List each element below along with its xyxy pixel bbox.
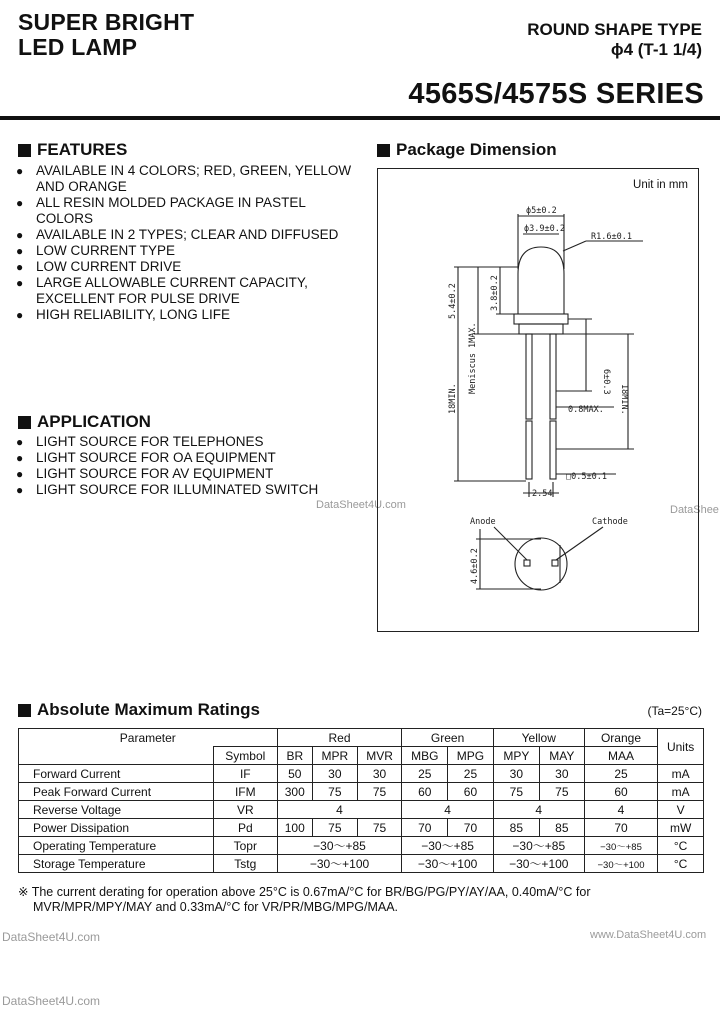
features-list — [14, 163, 354, 323]
ratings-table — [18, 728, 704, 873]
title-line-1: SUPER BRIGHT — [18, 9, 195, 35]
table-header-row — [19, 747, 704, 765]
table-row: Forward Current IF 50 30 30 25 25 30 30 25 mA — [19, 765, 704, 783]
dim-label: 3.8±0.2 — [490, 275, 500, 311]
led-bottom-view — [515, 538, 567, 590]
unit-label: Unit in mm — [633, 179, 688, 191]
dim-label: Cathode — [592, 517, 628, 527]
list-item: ● LIGHT SOURCE FOR TELEPHONES — [14, 434, 364, 450]
dim-label: 6±0.3 — [601, 369, 611, 395]
header-group-red: Red — [277, 729, 402, 747]
lead-cathode — [550, 334, 556, 419]
application-list — [14, 434, 364, 498]
dim-label: 5.4±0.2 — [448, 283, 458, 319]
list-item: ● AVAILABLE IN 4 COLORS; RED, GREEN, YELLOW AND ORANGE — [14, 163, 354, 195]
table-row: Peak Forward Current IFM 300 75 75 60 60 75 75 60 mA — [19, 783, 704, 801]
dim-label: 0.8MAX. — [568, 405, 604, 415]
watermark: DataSheet4U.com — [2, 930, 101, 944]
dim-label: ϕ3.9±0.2 — [524, 224, 565, 234]
table-row: Storage Temperature Tstg −30～+100 −30～+100 −30～+100 −30～+100 °C — [19, 855, 704, 873]
application-heading: APPLICATION — [18, 412, 151, 432]
square-bullet-icon — [18, 144, 31, 157]
lead-anode — [526, 334, 532, 419]
dim-label: ϕ5±0.2 — [526, 206, 557, 216]
list-item: ● LIGHT SOURCE FOR ILLUMINATED SWITCH — [14, 482, 364, 498]
dim-label: □0.5±0.1 — [566, 472, 607, 482]
dim-label: 18MIN. — [619, 384, 629, 415]
header-group-green: Green — [402, 729, 493, 747]
led-flange — [514, 314, 568, 324]
series-name: 4565S/4575S SERIES — [408, 78, 704, 110]
lead-anode-lower — [526, 421, 532, 479]
header-group-orange: Orange — [584, 729, 657, 747]
ratings-heading: Absolute Maximum Ratings — [18, 700, 260, 720]
header-model: MVR — [357, 747, 402, 765]
table-row: Operating Temperature Topr −30～+85 −30～+85 −30～+85 −30～+85 °C — [19, 837, 704, 855]
watermark: www.DataSheet4U.com — [590, 929, 707, 941]
dim-label: Meniscus 1MAX. — [468, 322, 478, 394]
header-divider — [0, 116, 720, 120]
header-model: BR — [277, 747, 312, 765]
package-dimension-drawing — [377, 168, 699, 632]
list-item: ● LOW CURRENT DRIVE — [14, 259, 354, 275]
led-dimension-diagram — [378, 169, 698, 631]
title-line-2: LED LAMP — [18, 34, 138, 60]
header-model: MPR — [312, 747, 357, 765]
list-item: ● LIGHT SOURCE FOR OA EQUIPMENT — [14, 450, 364, 466]
list-item: ● HIGH RELIABILITY, LONG LIFE — [14, 307, 354, 323]
square-bullet-icon — [18, 704, 31, 717]
dim-label: Anode — [470, 517, 496, 527]
header-model: MPG — [448, 747, 494, 765]
lead-cathode-lower — [550, 421, 556, 479]
product-title — [18, 10, 194, 60]
features-heading: FEATURES — [18, 140, 127, 160]
table-header-row — [19, 729, 704, 747]
dim-label: 2.54 — [532, 489, 553, 499]
dim-label: R1.6±0.1 — [591, 232, 632, 242]
ambient-temp: (Ta=25°C) — [647, 704, 702, 718]
list-item: ● ALL RESIN MOLDED PACKAGE IN PASTEL COLORS — [14, 195, 354, 227]
list-item: ● LARGE ALLOWABLE CURRENT CAPACITY, EXCELLENT FOR PULSE DRIVE — [14, 275, 354, 307]
list-item: ● LOW CURRENT TYPE — [14, 243, 354, 259]
package-heading: Package Dimension — [377, 140, 557, 160]
header-parameter: Parameter — [19, 729, 278, 747]
led-body — [519, 324, 563, 334]
header-units: Units — [658, 729, 704, 765]
list-item: ● AVAILABLE IN 2 TYPES; CLEAR AND DIFFUSED — [14, 227, 354, 243]
header-group-yellow: Yellow — [493, 729, 584, 747]
cathode-pad — [552, 560, 558, 566]
lamp-size: ϕ4 (T-1 1/4) — [610, 40, 702, 59]
shape-type-block — [527, 20, 702, 60]
derating-note: ※ The current derating for operation above 25°C is 0.67mA/°C for BR/BG/PG/PY/AY/AA, 0.40mA/°C for MVR/MPR/MPY/MAY and 0.33mA/°C for VR/PR/MBG/MPG/MAA. — [18, 885, 591, 914]
header-model: MAY — [539, 747, 584, 765]
led-dome — [518, 247, 564, 314]
list-item: ● LIGHT SOURCE FOR AV EQUIPMENT — [14, 466, 364, 482]
watermark: DataShee — [670, 504, 719, 516]
dim-label: 4.6±0.2 — [470, 548, 480, 584]
header-model: MAA — [584, 747, 657, 765]
watermark: DataSheet4U.com — [2, 994, 101, 1008]
watermark: DataSheet4U.com — [316, 499, 406, 511]
table-row: Power Dissipation Pd 100 75 75 70 70 85 85 70 mW — [19, 819, 704, 837]
dim-label: 18MIN. — [448, 383, 458, 414]
table-row: Reverse Voltage VR 4 4 4 4 V — [19, 801, 704, 819]
square-bullet-icon — [18, 416, 31, 429]
header-symbol: Symbol — [214, 747, 278, 765]
square-bullet-icon — [377, 144, 390, 157]
shape-type: ROUND SHAPE TYPE — [527, 20, 702, 39]
anode-pad — [524, 560, 530, 566]
header-model: MBG — [402, 747, 448, 765]
header-model: MPY — [493, 747, 539, 765]
